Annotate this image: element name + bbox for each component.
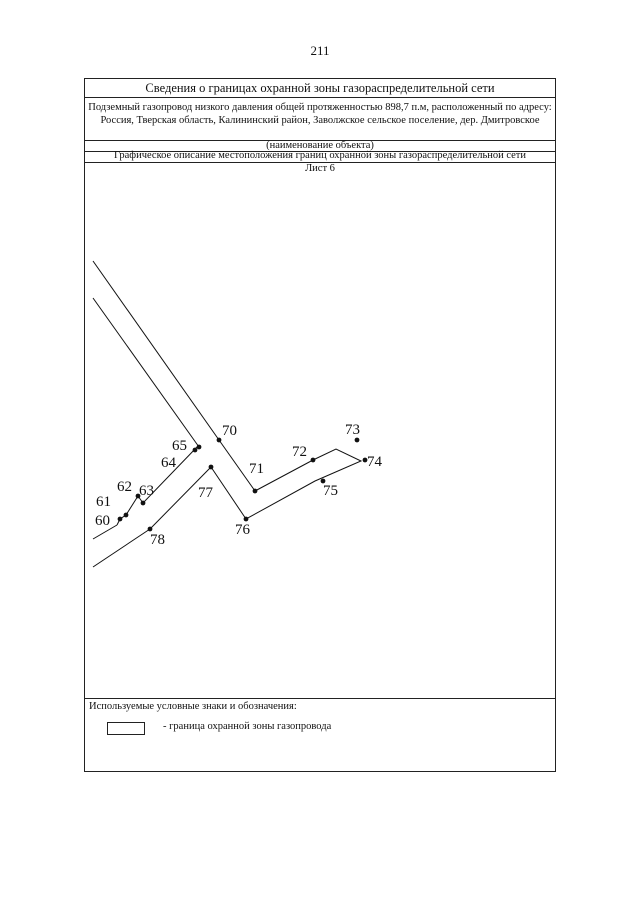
point-label-63: 63	[139, 483, 154, 499]
boundary-line	[93, 529, 150, 567]
point-76-marker	[244, 517, 249, 522]
page-number: 211	[310, 43, 330, 58]
point-65-marker	[197, 445, 202, 450]
point-71-marker	[253, 489, 258, 494]
boundary-line	[93, 298, 199, 447]
point-label-78: 78	[150, 532, 165, 548]
point-label-65: 65	[172, 438, 187, 454]
point-label-75: 75	[323, 483, 338, 499]
point-label-74: 74	[367, 454, 382, 470]
point-label-73: 73	[345, 422, 360, 438]
point-73-marker	[355, 438, 360, 443]
point-label-60: 60	[95, 513, 110, 529]
point-70-marker	[217, 438, 222, 443]
point-label-62: 62	[117, 479, 132, 495]
legend-divider	[85, 698, 555, 699]
legend-swatch-icon	[107, 722, 145, 735]
object-caption: (наименование объекта)	[85, 141, 555, 152]
point-77-marker	[209, 465, 214, 470]
point-label-77: 77	[198, 485, 213, 501]
point-label-76: 76	[235, 522, 250, 538]
point-label-71: 71	[249, 461, 264, 477]
point-label-72: 72	[292, 444, 307, 460]
point-label-61: 61	[96, 494, 111, 510]
legend-item-text: - граница охранной зоны газопровода	[163, 721, 332, 732]
point-61-marker	[124, 513, 129, 518]
point-63-marker	[141, 501, 146, 506]
document-frame	[84, 78, 556, 772]
point-64-marker	[193, 448, 198, 453]
point-72-marker	[311, 458, 316, 463]
sheet-label: Лист 6	[305, 163, 335, 174]
point-label-64: 64	[161, 455, 176, 471]
document-title: Сведения о границах охранной зоны газораспределительной сети	[85, 79, 555, 98]
boundary-line	[93, 261, 219, 440]
point-60-marker	[118, 517, 123, 522]
point-78-marker	[148, 527, 153, 532]
boundary-plan	[85, 79, 557, 699]
object-line-1: Подземный газопровод низкого давления общей протяженностью 898,7 п.м, расположенный по адресу:	[88, 102, 552, 113]
point-label-70: 70	[222, 423, 237, 439]
boundary-line	[211, 449, 361, 519]
graphic-description-title: Графическое описание местоположения границ охранной зоны газораспределительной сети	[85, 151, 555, 163]
legend-title: Используемые условные знаки и обозначения:	[89, 701, 297, 712]
object-line-2: Россия, Тверская область, Калининский район, Заволжское сельское поселение, дер. Дмитровское	[100, 115, 540, 126]
